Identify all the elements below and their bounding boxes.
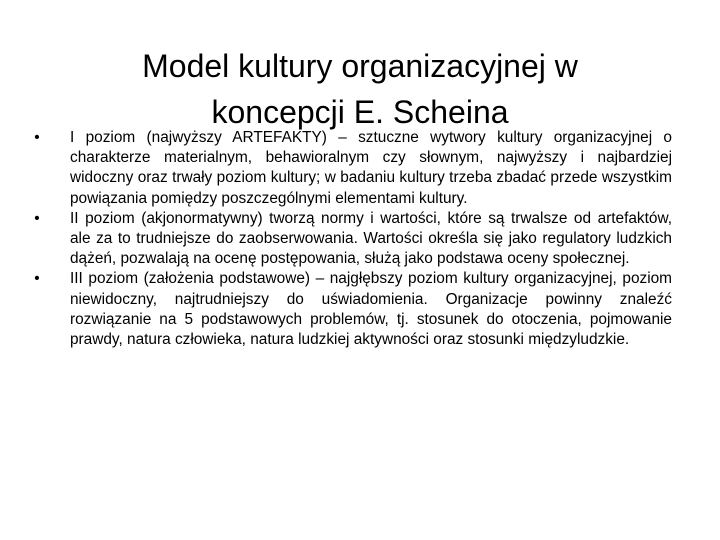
slide-title-line: koncepcji E. Scheina: [211, 94, 509, 131]
bullet-text: III poziom (założenia podstawowe) – najgłębszy poziom kultury organizacyjnej, poziom niewidoczny, najtrudniejszy do uświadomienia. Organizacje powinny znaleźć rozwiązanie na 5 podstawowych problemów, tj. stosunek do otoczenia, pojmowanie prawdy, natura człowieka, natura ludzkiej aktywności oraz stosunki międzyludzkie.: [70, 270, 672, 349]
bullet-icon: •: [34, 270, 40, 288]
bullet-icon: •: [34, 209, 40, 227]
bullet-icon: •: [34, 129, 40, 146]
bullet-item: [30, 209, 672, 270]
bullet-text: II poziom (akjonormatywny) tworzą normy i wartości, które są trwalsze od artefaktów, ale za to trudniejsze do zaobserwowania. Wartości określa się jako regulatory ludzkich dążeń, pozwalają na ocenę postępowania, służą jako podstawa oceny społecznej.: [70, 209, 672, 268]
slide-title-line: Model kultury organizacyjnej w: [142, 48, 578, 85]
bullet-item: [30, 269, 672, 350]
bullet-item: [30, 128, 672, 209]
bullet-text: I poziom (najwyższy ARTEFAKTY) – sztuczne wytwory kultury organizacyjnej o charakterze materialnym, behawioralnym czy słownym, najwyższy i najbardziej widoczny oraz trwały poziom kultury; w badaniu kultury trzeba zbadać przede wszystkim powiązania pomiędzy poszczególnymi elementami kultury.: [70, 129, 672, 207]
slide-title: [60, 43, 660, 135]
bullet-list: [30, 128, 672, 350]
